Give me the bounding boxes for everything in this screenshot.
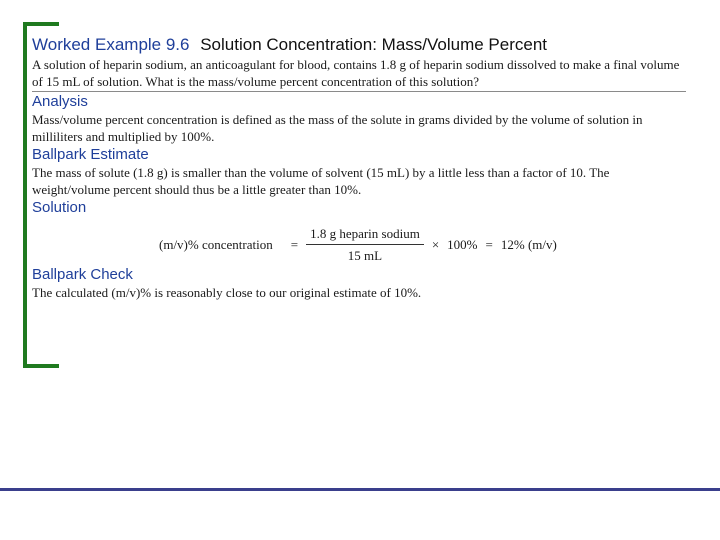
ballpark-check-heading: Ballpark Check	[32, 266, 133, 283]
fraction-denominator: 15 mL	[347, 248, 383, 263]
times-sign: ×	[431, 237, 440, 252]
equals-sign: =	[290, 237, 299, 252]
example-number: Worked Example 9.6	[32, 35, 190, 54]
example-title-text: Solution Concentration: Mass/Volume Percent	[200, 35, 548, 54]
ballpark-estimate-text: The mass of solute (1.8 g) is smaller than the volume of solvent (15 mL) by a little less than a factor of 10. The weight/volume percent should thus be a little greater than 10%.	[32, 165, 610, 197]
fraction-numerator: 1.8 g heparin sodium	[306, 226, 424, 245]
equation-lhs: (m/v)% concentration	[159, 237, 273, 252]
example-title	[32, 34, 687, 56]
concentration-equation	[159, 225, 687, 265]
analysis-text: Mass/volume percent concentration is defined as the mass of the solute in grams divided by the volume of solution in milliliters and multiplied by 100%.	[32, 112, 643, 144]
worked-example	[32, 34, 687, 301]
ballpark-check-text: The calculated (m/v)% is reasonably close to our original estimate of 10%.	[32, 285, 422, 300]
equation-factor: 100%	[447, 237, 478, 252]
equation-fraction	[306, 226, 424, 264]
solution-heading: Solution	[32, 199, 87, 216]
bottom-divider	[0, 488, 720, 491]
equation-result: 12% (m/v)	[500, 237, 557, 252]
equals-sign-2: =	[485, 237, 493, 252]
ballpark-estimate-heading: Ballpark Estimate	[32, 146, 149, 163]
analysis-heading: Analysis	[32, 93, 88, 110]
problem-statement: A solution of heparin sodium, an anticoagulant for blood, contains 1.8 g of heparin sodium dissolved to make a final volume of 15 mL of solution. What is the mass/volume percent concentration of this solution?	[32, 57, 680, 89]
